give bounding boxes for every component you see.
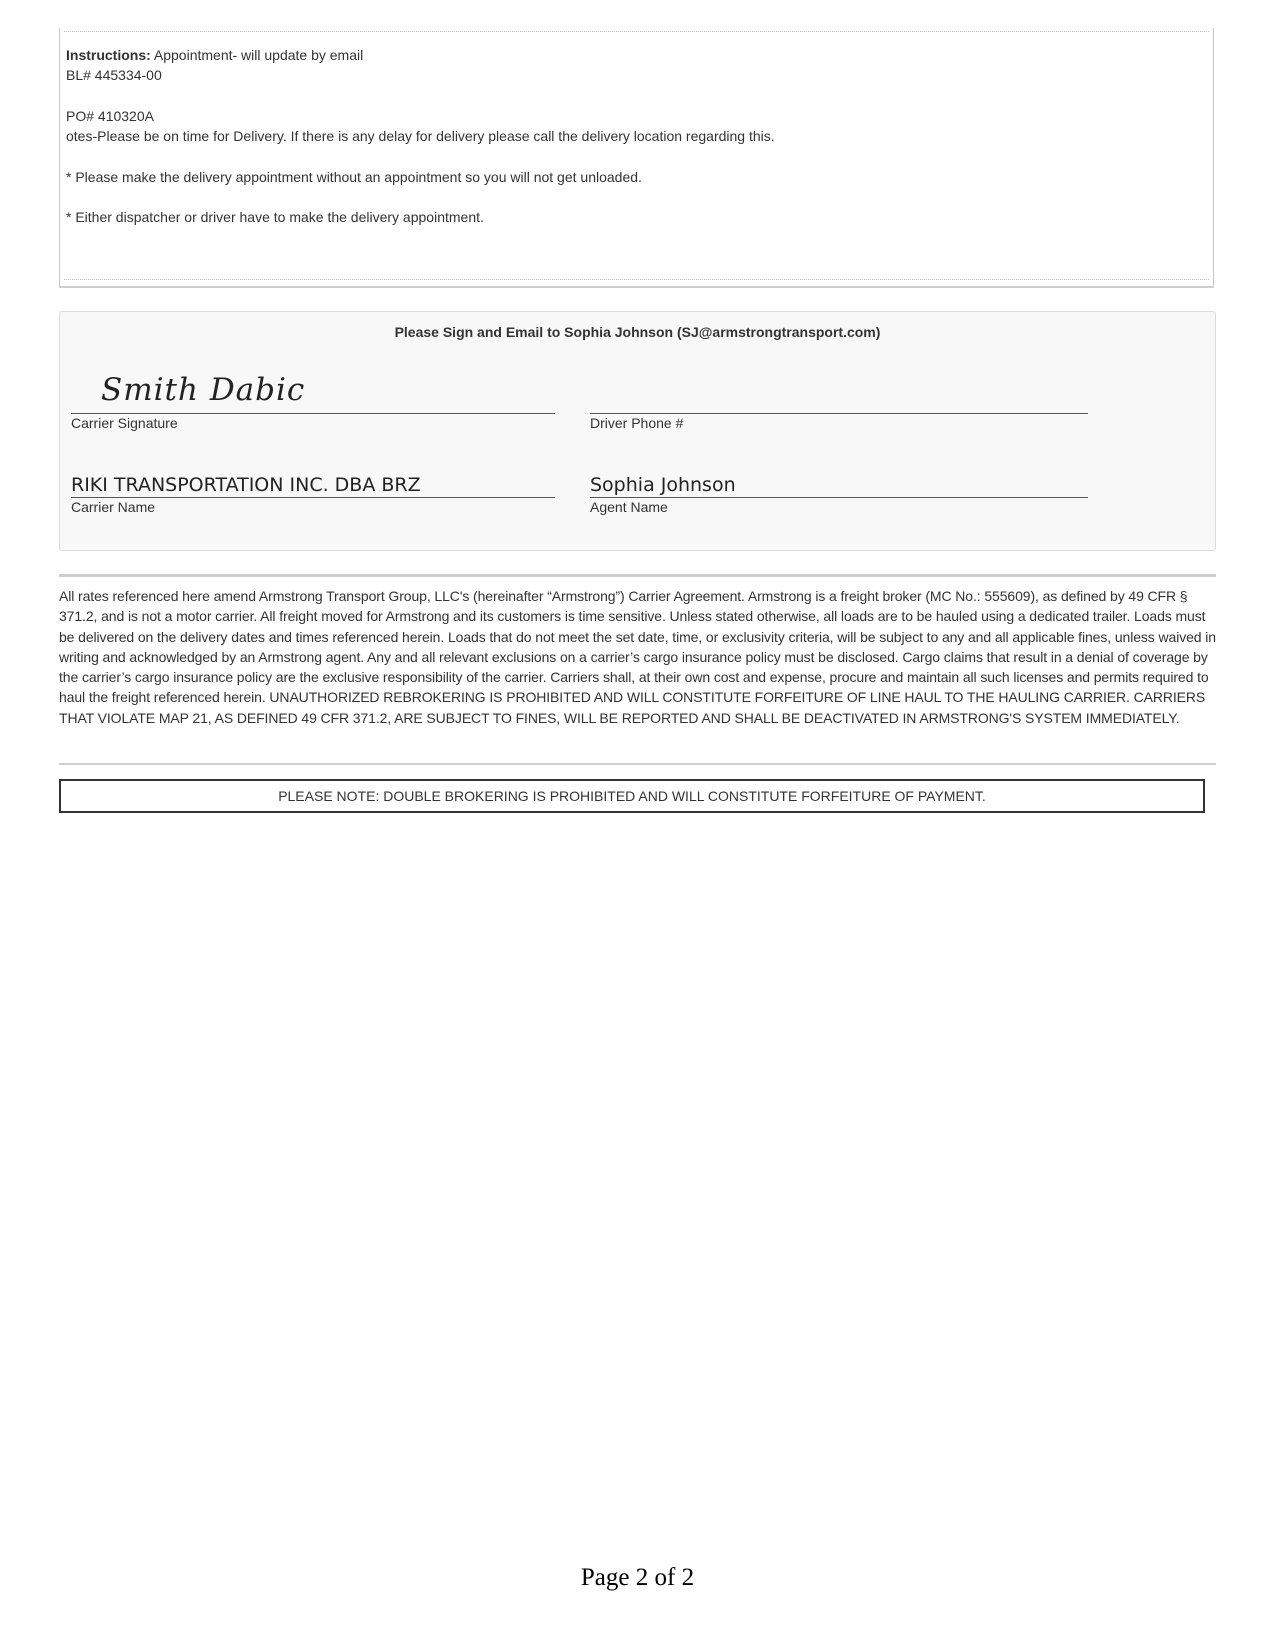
signature-line <box>590 413 1088 414</box>
instructions-value: Appointment- will update by email <box>150 47 364 63</box>
signature-line <box>71 497 555 498</box>
instructions-section <box>59 28 1214 288</box>
signature-line <box>71 413 555 414</box>
carrier-name-label: Carrier Name <box>71 499 156 515</box>
carrier-signature-field[interactable] <box>71 372 555 436</box>
divider <box>64 31 1209 32</box>
agent-name-field[interactable] <box>590 472 1088 536</box>
agent-name-label: Agent Name <box>590 499 668 515</box>
double-brokering-note: PLEASE NOTE: DOUBLE BROKERING IS PROHIBITED AND WILL CONSTITUTE FORFEITURE OF PAYMENT. <box>59 779 1205 813</box>
delivery-notes: otes-Please be on time for Delivery. If there is any delay for delivery please call the delivery location regarding this. <box>66 128 775 145</box>
carrier-name-value: RIKI TRANSPORTATION INC. DBA BRZ <box>71 474 421 496</box>
agent-name-value: Sophia Johnson <box>590 474 736 496</box>
divider <box>59 574 1216 577</box>
instruction-bullet-2: * Either dispatcher or driver have to make the delivery appointment. <box>66 209 484 226</box>
instructions-label: Instructions: <box>66 47 151 63</box>
driver-phone-label: Driver Phone # <box>590 415 684 431</box>
bl-number: BL# 445334-00 <box>66 67 162 84</box>
legal-disclaimer: All rates referenced here amend Armstrong Transport Group, LLC's (hereinafter “Armstrong”) Carrier Agreement. Armstrong is a freight broker (MC No.: 555609), as defined by 49 CFR § 371.2, and is not a motor carrier. All freight moved for Armstrong and its customers is time sensitive. Unless stated otherwise, all loads are to be hauled using a dedicated trailer. Loads must be delivered on the delivery dates and times referenced herein. Loads that do not meet the set date, time, or exclusivity criteria, will be subject to any and all applicable fines, unless waived in writing and acknowledged by an Armstrong agent. Any and all relevant exclusions on a carrier’s cargo insurance policy must be disclosed. Cargo claims that result in a denial of coverage by the carrier’s cargo insurance policy are the exclusive responsibility of the carrier. Carriers shall, at their own cost and expense, procure and maintain all such licenses and permits required to haul the freight referenced herein. UNAUTHORIZED REBROKERING IS PROHIBITED AND WILL CONSTITUTE FORFEITURE OF LINE HAUL TO THE HAULING CARRIER. CARRIERS THAT VIOLATE MAP 21, AS DEFINED 49 CFR 371.2, ARE SUBJECT TO FINES, WILL BE REPORTED AND SHALL BE DEACTIVATED IN ARMSTRONG'S SYSTEM IMMEDIATELY. <box>59 588 1216 726</box>
po-number: PO# 410320A <box>66 107 154 124</box>
divider <box>59 763 1216 765</box>
signature-panel <box>59 311 1216 551</box>
instructions-text <box>66 45 775 228</box>
driver-phone-field[interactable] <box>590 372 1088 436</box>
signature-line <box>590 497 1088 498</box>
carrier-signature-value: Smith Dabic <box>101 372 306 408</box>
instruction-bullet-1: * Please make the delivery appointment without an appointment so you will not get unloaded. <box>66 168 642 185</box>
carrier-signature-label: Carrier Signature <box>71 415 178 431</box>
page-number: Page 2 of 2 <box>580 1564 695 1591</box>
sign-instructions-heading: Please Sign and Email to Sophia Johnson (SJ@armstrongtransport.com) <box>394 324 881 340</box>
divider <box>64 279 1209 280</box>
carrier-name-field[interactable] <box>71 472 555 536</box>
